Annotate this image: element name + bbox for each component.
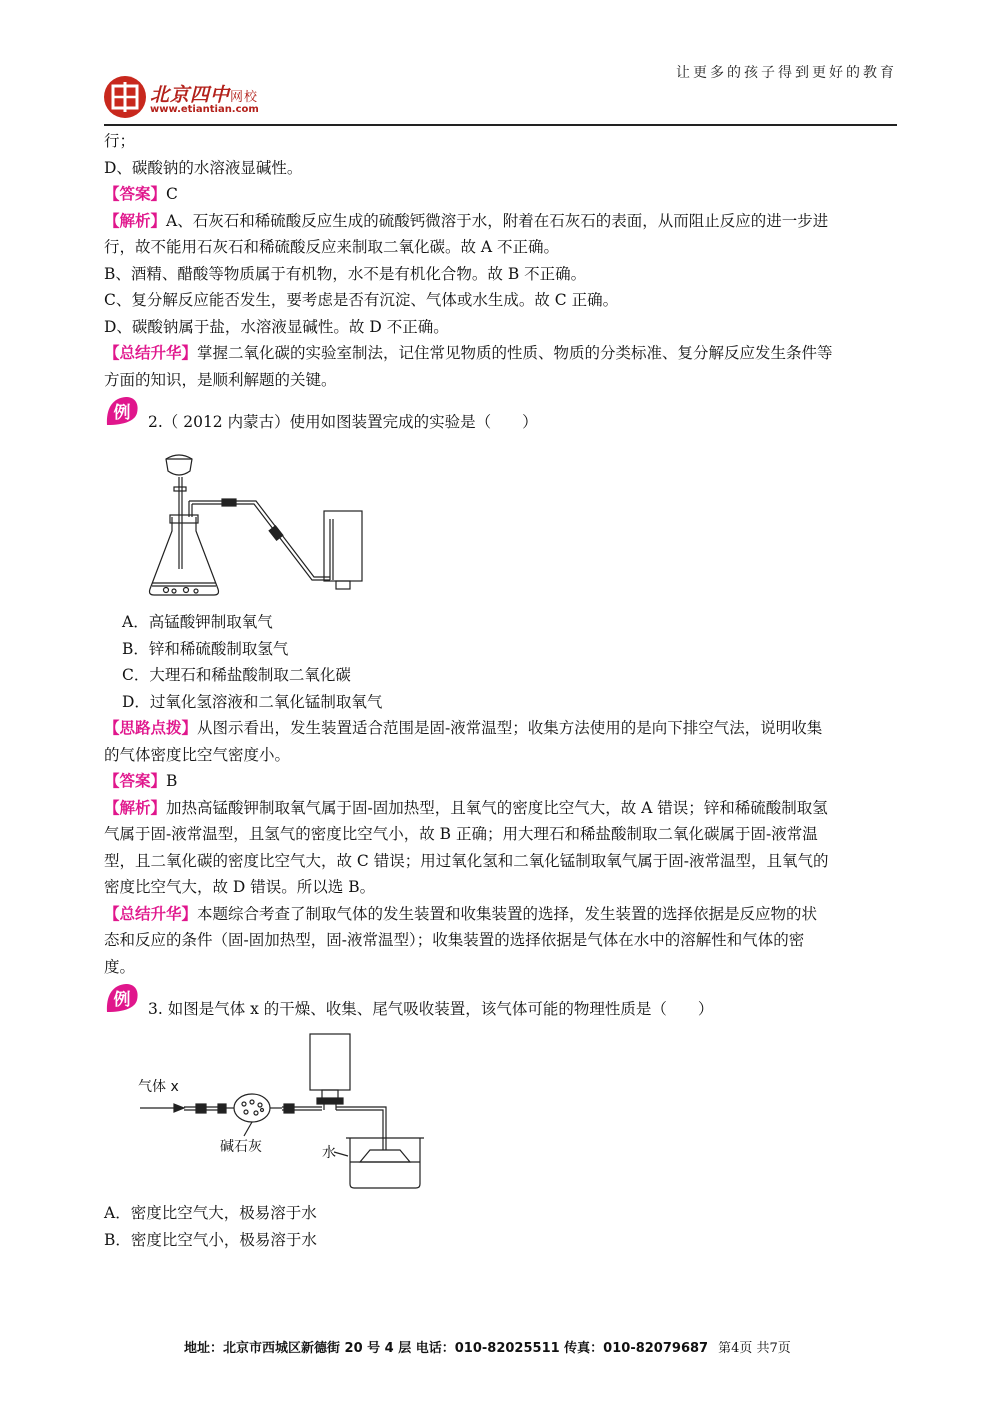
hint-line: 【思路点拨】从图示看出，发生装置适合范围是固-液常温型；收集方法使用的是向下排空气法，说明收集 bbox=[104, 718, 823, 737]
text-line: D、碳酸钠的水溶液显碱性。 bbox=[104, 158, 303, 177]
example-2-header bbox=[104, 395, 897, 443]
drying-collection-apparatus-icon bbox=[134, 1032, 434, 1192]
hint-tag: 【思路点拨】 bbox=[104, 718, 198, 737]
option-a: A．高锰酸钾制取氧气 bbox=[122, 613, 273, 631]
school-logo bbox=[104, 76, 294, 122]
analysis-line: 【解析】A、石灰石和稀硫酸反应生成的硫酸钙微溶于水，附着在石灰石的表面，从而阻止反应的进一步进 bbox=[104, 210, 829, 230]
answer-line bbox=[104, 181, 897, 208]
example-3-question: 3. 如图是气体 x 的干燥、收集、尾气吸收装置，该气体可能的物理性质是（ ） bbox=[148, 1000, 714, 1018]
option-c: C．大理石和稀盐酸制取二氧化碳 bbox=[122, 666, 351, 684]
text-line: 方面的知识，是顺利解题的关键。 bbox=[104, 370, 337, 389]
text-line: 气属于固-液常温型，且氢气的密度比空气小，故 B 正确；用大理石和稀盐酸制取二氧化碳属于固-液常温 bbox=[104, 825, 818, 843]
page-number: 第4页 共7页 bbox=[718, 1341, 791, 1356]
summary-line: 【总结升华】掌握二氧化碳的实验室制法，记住常见物质的性质、物质的分类标准、复分解反应发生条件等 bbox=[104, 343, 833, 362]
apparatus-figure-1 bbox=[104, 443, 897, 605]
summary-tag: 【总结升华】 bbox=[104, 903, 198, 923]
option-b: B．锌和稀硫酸制取氢气 bbox=[122, 639, 289, 658]
page-content bbox=[104, 128, 897, 1253]
example-badge-icon bbox=[104, 982, 140, 1014]
answer-line bbox=[104, 768, 897, 795]
text-line: B、酒精、醋酸等物质属于有机物，水不是有机化合物。故 B 不正确。 bbox=[104, 264, 587, 283]
analysis-line: 【解析】加热高锰酸钾制取氧气属于固-固加热型，且氧气的密度比空气大，故 A 错误；锌和稀硫酸制取氢 bbox=[104, 797, 828, 817]
text-line: D、碳酸钠属于盐，水溶液显碱性。故 D 不正确。 bbox=[104, 317, 449, 336]
text-line: 的气体密度比空气密度小。 bbox=[104, 745, 291, 764]
svg-text:例: 例 bbox=[113, 403, 131, 423]
answer-value: C bbox=[166, 185, 178, 203]
logo-name: 北京四中网校 bbox=[150, 84, 259, 106]
gas-generation-apparatus-icon bbox=[144, 449, 364, 609]
option-d: D．过氧化氢溶液和二氧化锰制取氧气 bbox=[122, 692, 383, 711]
label-water: 水 bbox=[322, 1145, 336, 1161]
text-line: 行，故不能用石灰石和稀硫酸反应来制取二氧化碳。故 A 不正确。 bbox=[104, 238, 560, 256]
analysis-tag: 【解析】 bbox=[104, 797, 167, 817]
answer-tag: 【答案】 bbox=[104, 771, 167, 790]
header-slogan: 让更多的孩子得到更好的教育 bbox=[676, 65, 897, 81]
answer-value: B bbox=[166, 772, 178, 790]
summary-line: 【总结升华】本题综合考查了制取气体的发生装置和收集装置的选择，发生装置的选择依据是反应物的状 bbox=[104, 903, 818, 923]
text-line: 度。 bbox=[104, 957, 136, 976]
text-line: C、复分解反应能否发生，要考虑是否有沉淀、气体或水生成。故 C 正确。 bbox=[104, 291, 619, 309]
text-line: 态和反应的条件（固-固加热型，固-液常温型）；收集装置的选择依据是气体在水中的溶解性和气体的密 bbox=[104, 931, 805, 949]
label-gas-x: 气体 x bbox=[138, 1079, 179, 1095]
answer-tag: 【答案】 bbox=[104, 184, 167, 203]
header-divider bbox=[104, 124, 897, 126]
example-badge-icon bbox=[104, 395, 140, 427]
text-line: 密度比空气大，故 D 错误。所以选 B。 bbox=[104, 878, 376, 896]
logo-url: www.etiantian.com bbox=[150, 104, 259, 115]
analysis-tag: 【解析】 bbox=[104, 210, 167, 230]
option-a: A．密度比空气大，极易溶于水 bbox=[104, 1204, 317, 1222]
svg-text:例: 例 bbox=[113, 990, 131, 1010]
summary-tag: 【总结升华】 bbox=[104, 343, 198, 362]
logo-emblem-icon bbox=[104, 76, 146, 118]
example-2-question: 2.（ 2012 内蒙古）使用如图装置完成的实验是（ ） bbox=[148, 413, 538, 431]
label-soda-lime: 碱石灰 bbox=[220, 1139, 262, 1155]
example-3-header bbox=[104, 982, 897, 1030]
text-line: 行； bbox=[104, 132, 136, 150]
footer-contact: 地址：北京市西城区新德街 20 号 4 层 电话：010-82025511 传真：010-82079687 bbox=[184, 1341, 709, 1356]
text-line: 型，且二氧化碳的密度比空气大，故 C 错误；用过氧化氢和二氧化锰制取氧气属于固-液常温型，且氧气的 bbox=[104, 851, 829, 870]
option-b: B．密度比空气小，极易溶于水 bbox=[104, 1230, 317, 1249]
apparatus-figure-2 bbox=[104, 1030, 897, 1200]
page-footer bbox=[184, 1337, 791, 1356]
page-header bbox=[104, 58, 897, 126]
